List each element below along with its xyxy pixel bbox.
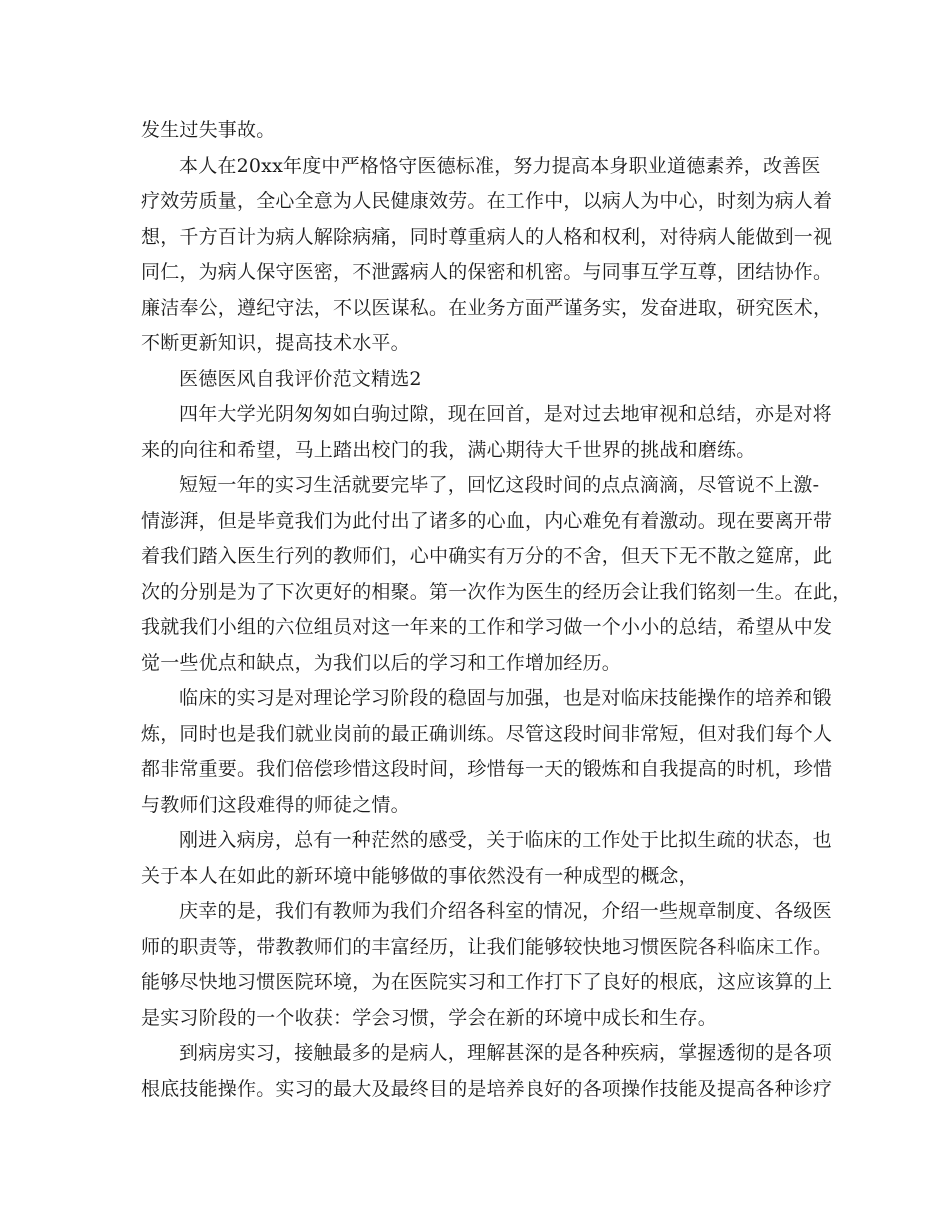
text-line: 都非常重要。我们倍偿珍惜这段时间，珍惜每一天的锻炼和自我提高的时机，珍惜	[141, 758, 833, 780]
text-line: 本人在20xx年度中严格恪守医德标准，努力提高本身职业道德素养，改善医	[179, 154, 821, 177]
text-line: 发生过失事故。	[141, 119, 276, 141]
text-line: 来的向往和希望，马上踏出校门的我，满心期待大千世界的挑战和磨练。	[141, 438, 756, 461]
text-line: 疗效劳质量，全心全意为人民健康效劳。在工作中，以病人为中心，时刻为病人着	[141, 190, 833, 212]
text-line: 廉洁奉公，遵纪守法，不以医谋私。在业务方面严谨务实，发奋进取，研究医术，	[141, 296, 833, 319]
text-line: 炼，同时也是我们就业岗前的最正确训练。尽管这段时间非常短，但对我们每个人	[141, 722, 833, 745]
text-line: 四年大学光阴匆匆如白驹过隙，现在回首，是对过去地审视和总结，亦是对将	[179, 403, 832, 425]
text-line: 临床的实习是对理论学习阶段的稳固与加强，也是对临床技能操作的培养和锻	[179, 687, 832, 709]
text-line: 短短一年的实习生活就要完毕了，回忆这段时间的点点滴滴，尽管说不上激-	[179, 474, 820, 496]
text-line: 师的职责等，带教教师们的丰富经历，让我们能够较快地习惯医院各科临床工作。	[141, 935, 833, 958]
text-line: 到病房实习，接触最多的是病人，理解甚深的是各种疾病，掌握透彻的是各项	[179, 1042, 832, 1064]
text-line: 情澎湃，但是毕竟我们为此付出了诸多的心血，内心难免有着激动。现在要离开带	[141, 509, 833, 532]
text-line: 能够尽快地习惯医院环境，为在医院实习和工作打下了良好的根底，这应该算的上	[141, 971, 833, 993]
text-line: 与教师们这段难得的师徒之情。	[141, 793, 410, 816]
text-line: 刚进入病房，总有一种茫然的感受，关于临床的工作处于比拟生疏的状态，也	[179, 829, 832, 851]
text-line: 觉一些优点和缺点，为我们以后的学习和工作增加经历。	[141, 651, 622, 674]
text-line: 是实习阶段的一个收获：学会习惯，学会在新的环境中成长和生存。	[141, 1006, 718, 1029]
document-body	[141, 113, 852, 1107]
text-line: 庆幸的是，我们有教师为我们介绍各科室的情况，介绍一些规章制度、各级医	[179, 900, 832, 922]
text-line: 次的分别是为了下次更好的相聚。第一次作为医生的经历会让我们铭刻一生。在此，	[141, 580, 852, 603]
text-line: 医德医风自我评价范文精选2	[179, 367, 422, 390]
text-line: 关于本人在如此的新环境中能够做的事依然没有一种成型的概念，	[141, 864, 698, 887]
text-line: 根底技能操作。实习的最大及最终目的是培养良好的各项操作技能及提高各种诊疗	[141, 1077, 833, 1100]
text-line: 不断更新知识，提高技术水平。	[141, 332, 410, 354]
text-line: 想，千方百计为病人解除病痛，同时尊重病人的人格和权利，对待病人能做到一视	[141, 225, 833, 248]
text-line: 我就我们小组的六位组员对这一年来的工作和学习做一个小小的总结，希望从中发	[141, 616, 833, 638]
text-line: 着我们踏入医生行列的教师们，心中确实有万分的不舍，但天下无不散之筵席，此	[141, 545, 833, 567]
text-line: 同仁，为病人保守医密，不泄露病人的保密和机密。与同事互学互尊，团结协作。	[141, 261, 833, 283]
